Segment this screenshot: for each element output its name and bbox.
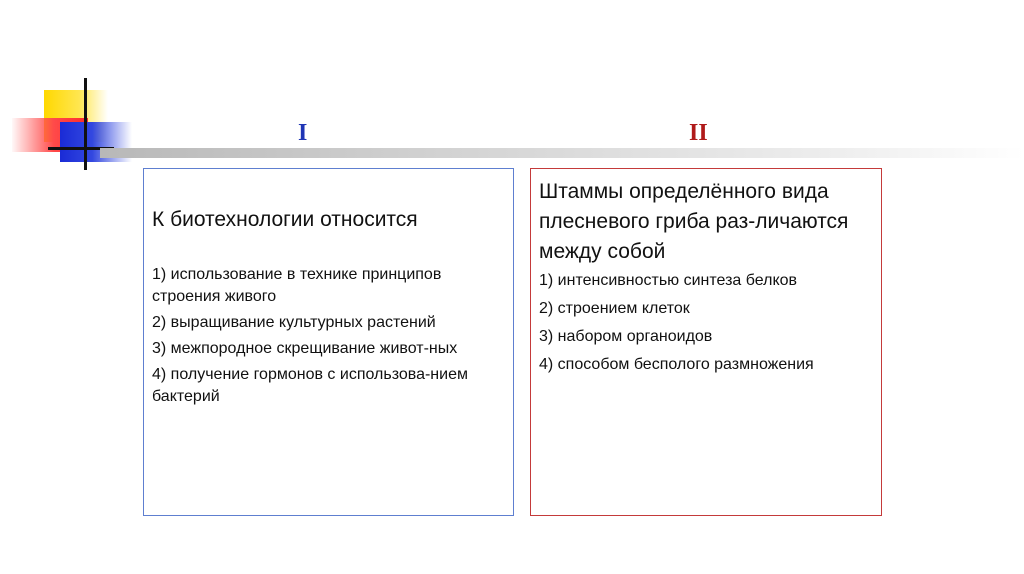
heading-left: I: [298, 120, 308, 146]
option-2: 2) строением клеток: [539, 300, 690, 317]
header-rule: [100, 148, 1024, 158]
question-card-left: [143, 168, 514, 516]
option-4: 4) способом бесполого размножения: [539, 356, 814, 373]
options-list: [539, 270, 874, 382]
options-list: [152, 264, 507, 412]
question-title: К биотехнологии относится: [152, 208, 418, 231]
logo-vertical-line: [84, 78, 87, 170]
option-2: 2) выращивание культурных растений: [152, 314, 436, 331]
question-title: Штаммы определённого вида плесневого гриба раз-личаются между собой: [539, 180, 849, 263]
option-1: 1) использование в технике принципов строения живого: [152, 266, 442, 305]
option-3: 3) межпородное скрещивание живот-ных: [152, 340, 458, 357]
option-3: 3) набором органоидов: [539, 328, 713, 345]
option-1: 1) интенсивностью синтеза белков: [539, 272, 798, 289]
question-card-right: [530, 168, 882, 516]
option-4: 4) получение гормонов с использова-нием бактерий: [152, 366, 468, 405]
heading-right: II: [689, 120, 708, 146]
